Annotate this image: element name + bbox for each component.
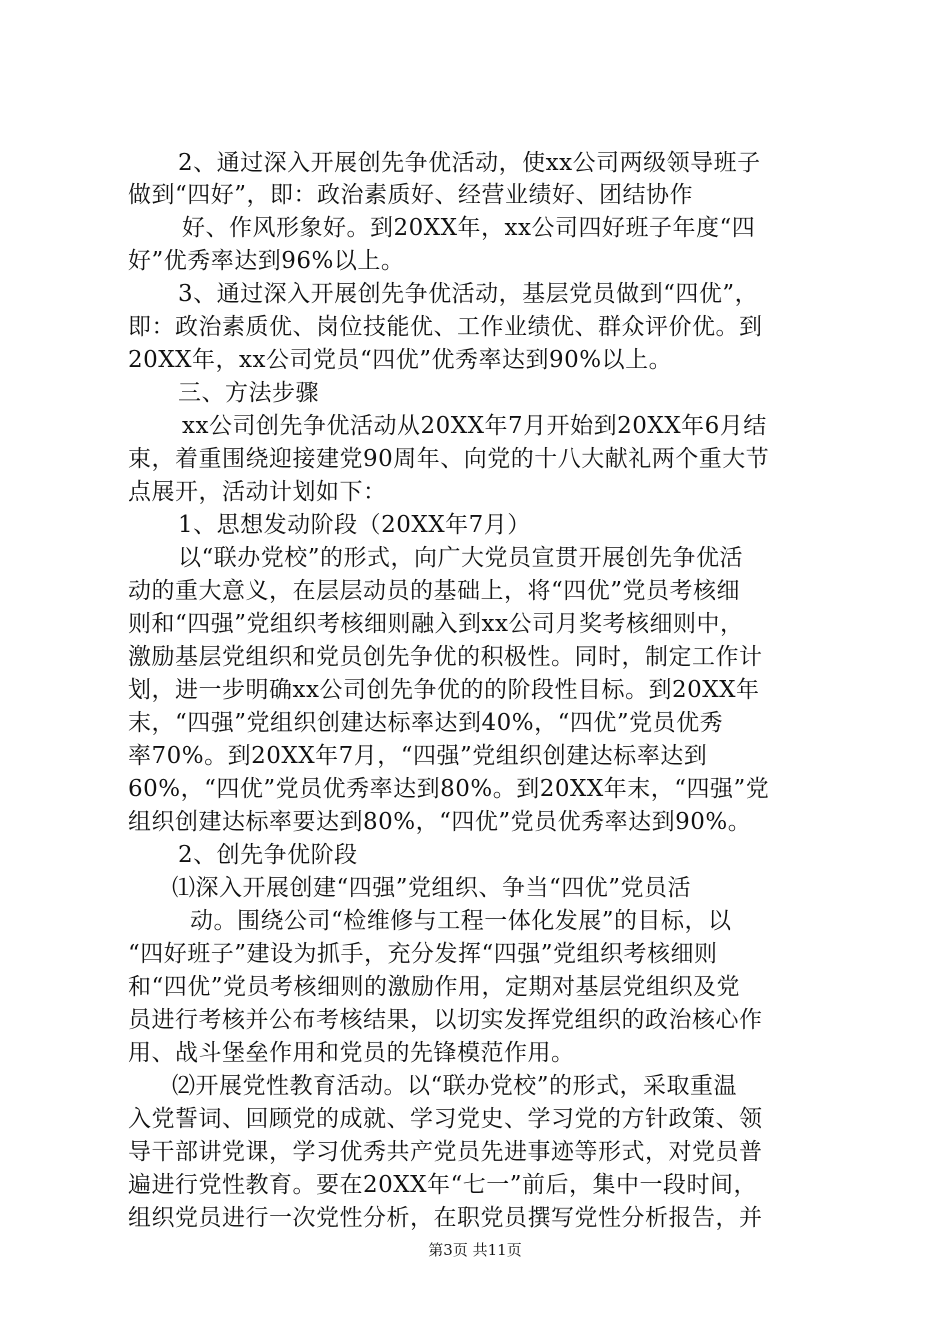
text-line: 20XX年，xx公司党员“四优”优秀率达到90%以上。 [128, 347, 673, 373]
text-line: 率70%。到20XX年7月，“四强”党组织创建达标率达到 [128, 743, 708, 769]
text-line: 组织党员进行一次党性分析，在职党员撰写党性分析报告，并 [128, 1205, 763, 1231]
text-line: 点展开，活动计划如下： [128, 479, 387, 505]
text-line: 遍进行党性教育。要在20XX年“七一”前后，集中一段时间， [128, 1172, 758, 1198]
text-line: 3、通过深入开展创先争优活动，基层党员做到“四优”， [178, 281, 759, 307]
text-line: ⑴深入开展创建“四强”党组织、争当“四优”党员活 [172, 875, 692, 901]
text-line: 以“联办党校”的形式，向广大党员宣贯开展创先争优活 [178, 545, 744, 571]
text-line: 即：政治素质优、岗位技能优、工作业绩优、群众评价优。到 [128, 314, 763, 340]
text-line: ⑵开展党性教育活动。以“联办党校”的形式，采取重温 [172, 1073, 738, 1099]
subsection-heading: 1、思想发动阶段（20XX年7月） [178, 512, 531, 538]
text-line: xx公司创先争优活动从20XX年7月开始到20XX年6月结 [182, 413, 767, 439]
text-line: 2、通过深入开展创先争优活动，使xx公司两级领导班子 [178, 150, 761, 176]
text-line: 60%，“四优”党员优秀率达到80%。到20XX年末，“四强”党 [128, 776, 770, 802]
page-footer: 第3页 共11页 [428, 1241, 522, 1259]
subsection-heading: 2、创先争优阶段 [178, 842, 358, 868]
text-line: 用、战斗堡垒作用和党员的先锋模范作用。 [128, 1040, 575, 1066]
text-line: 则和“四强”党组织考核细则融入到xx公司月奖考核细则中， [128, 611, 744, 637]
text-line: 末，“四强”党组织创建达标率达到40%，“四优”党员优秀 [128, 710, 724, 736]
text-line: 好”优秀率达到96%以上。 [128, 248, 405, 274]
text-line: 员进行考核并公布考核结果，以切实发挥党组织的政治核心作 [128, 1007, 763, 1033]
text-line: 束，着重围绕迎接建党90周年、向党的十八大献礼两个重大节 [128, 446, 770, 472]
text-line: 导干部讲党课，学习优秀共产党员先进事迹等形式，对党员普 [128, 1139, 763, 1165]
text-line: 组织创建达标率要达到80%，“四优”党员优秀率达到90%。 [128, 809, 752, 835]
text-line: 做到“四好”，即：政治素质好、经营业绩好、团结协作 [128, 182, 694, 208]
text-line: 好、作风形象好。到20XX年，xx公司四好班子年度“四 [182, 215, 756, 241]
section-heading: 三、方法步骤 [178, 380, 319, 406]
text-line: 和“四优”党员考核细则的激励作用，定期对基层党组织及党 [128, 974, 741, 1000]
text-line: 动的重大意义，在层层动员的基础上，将“四优”党员考核细 [128, 578, 741, 604]
text-line: 动。围绕公司“检维修与工程一体化发展”的目标，以 [190, 908, 732, 934]
text-line: 划，进一步明确xx公司创先争优的的阶段性目标。到20XX年 [128, 677, 760, 703]
text-line: “四好班子”建设为抓手，充分发挥“四强”党组织考核细则 [128, 941, 718, 967]
text-line: 激励基层党组织和党员创先争优的积极性。同时，制定工作计 [128, 644, 763, 670]
text-line: 入党誓词、回顾党的成就、学习党史、学习党的方针政策、领 [128, 1106, 763, 1132]
